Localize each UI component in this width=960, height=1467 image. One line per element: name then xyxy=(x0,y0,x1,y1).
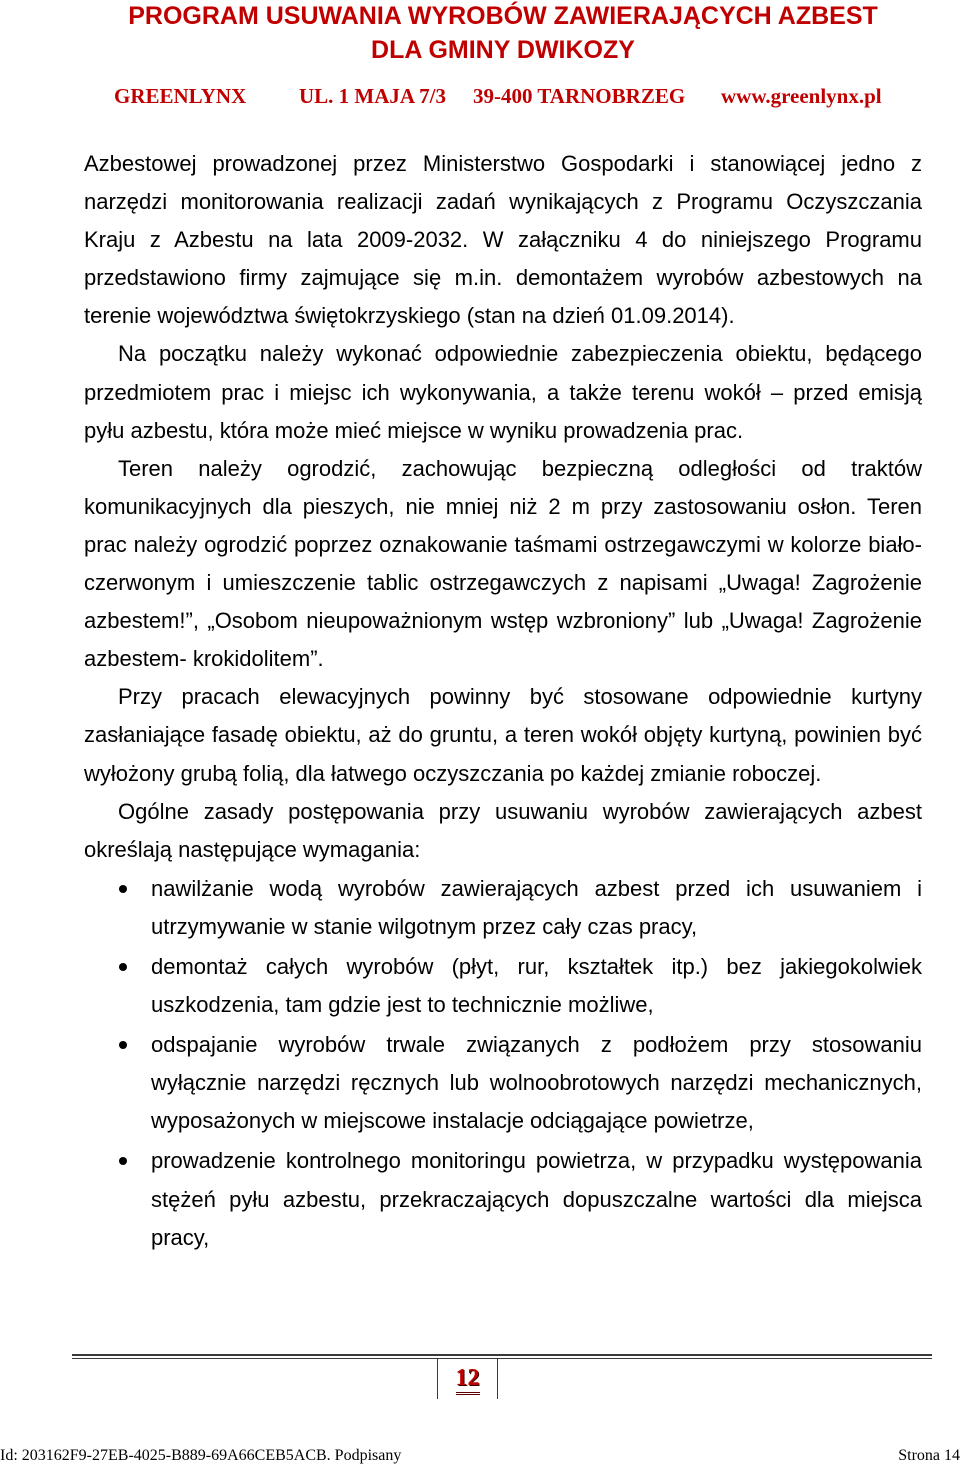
text-line: Kraju z Azbestu na lata 2009-2032. W załączniku 4 do niniejszego Programu xyxy=(84,227,922,253)
text-line: odspajanie wyrobów trwale związanych z podłożem przy stosowaniu xyxy=(151,1032,922,1058)
paragraph-fencing xyxy=(84,450,922,679)
paragraph-site-protection xyxy=(84,335,922,449)
requirements-list xyxy=(151,870,922,1257)
list-item xyxy=(151,1026,922,1140)
text-line: nawilżanie wodą wyrobów zawierających azbest przed ich usuwaniem i xyxy=(151,875,922,901)
company-street: UL. 1 MAJA 7/3 xyxy=(299,84,446,108)
bullet-icon xyxy=(119,963,127,971)
text-line: prowadzenie kontrolnego monitoringu powietrza, w przypadku występowania xyxy=(151,1148,922,1174)
footer-divider xyxy=(72,1354,932,1359)
paragraph-continuation xyxy=(84,145,922,335)
text-line: prac należy ogrodzić poprzez oznakowanie taśmami ostrzegawczymi w kolorze biało- xyxy=(84,531,922,557)
text-line: Teren należy ogrodzić, zachowując bezpieczną odległości od traktów xyxy=(118,455,922,481)
bullet-icon xyxy=(119,1157,127,1165)
text-line: czerwonym i umieszczenie tablic ostrzegawczych z napisami „Uwaga! Zagrożenie xyxy=(84,570,922,596)
text-line: komunikacyjnych dla pieszych, nie mniej niż 2 m przy zastosowaniu osłon. Teren xyxy=(84,493,922,519)
text-line: terenie województwa świętokrzyskiego (stan na dzień 01.09.2014). xyxy=(84,303,735,329)
page-number: 12 xyxy=(456,1364,480,1395)
list-item-text xyxy=(151,948,922,1024)
text-line: przedstawiono firmy zajmujące się m.in. demontażem wyrobów azbestowych na xyxy=(84,265,922,291)
company-website: www.greenlynx.pl xyxy=(721,84,882,108)
text-line: wyłożony grubą folią, dla łatwego oczyszczania po każdej zmianie roboczej. xyxy=(84,760,822,786)
text-line: wyłącznie narzędzi ręcznych lub wolnoobrotowych narzędzi mechanicznych, xyxy=(151,1070,922,1096)
list-item-text xyxy=(151,1026,922,1140)
text-line: utrzymywanie w stanie wilgotnym przez cały czas pracy, xyxy=(151,913,698,939)
text-line: pyłu azbestu, która może mieć miejsce w wyniku prowadzenia prac. xyxy=(84,417,744,443)
list-item xyxy=(151,1142,922,1256)
text-line: Ogólne zasady postępowania przy usuwaniu wyrobów zawierających azbest xyxy=(118,798,922,824)
company-city: 39-400 TARNOBRZEG xyxy=(473,84,686,108)
list-item xyxy=(151,948,922,1024)
text-line: stężeń pyłu azbestu, przekraczających dopuszczalne wartości dla miejsca xyxy=(151,1186,922,1212)
document-id: Id: 203162F9-27EB-4025-B889-69A66CEB5ACB. Podpisany xyxy=(0,1447,402,1464)
text-line: zasłaniające fasadę obiektu, aż do gruntu, a teren wokół objęty kurtyną, powinien być xyxy=(84,722,922,748)
document-subtitle: DLA GMINY DWIKOZY xyxy=(371,36,635,64)
text-line: azbestem!”, „Osobom nieupoważnionym wstęp wzbroniony” lub „Uwaga! Zagrożenie xyxy=(84,608,922,634)
text-line: azbestem- krokidolitem”. xyxy=(84,646,324,672)
page-label: Strona 14 xyxy=(898,1447,960,1464)
text-line: określają następujące wymagania: xyxy=(84,836,421,862)
bullet-icon xyxy=(119,885,127,893)
page-number-box xyxy=(437,1359,498,1399)
text-line: uszkodzenia, tam gdzie jest to technicznie możliwe, xyxy=(151,992,654,1018)
list-item xyxy=(151,870,922,946)
company-name: GREENLYNX xyxy=(114,84,247,108)
text-line: Przy pracach elewacyjnych powinny być stosowane odpowiednie kurtyny xyxy=(118,684,922,710)
text-line: narzędzi monitorowania realizacji zadań wynikających z Programu Oczyszczania xyxy=(84,189,922,215)
text-line: przedmiotem prac i miejsc ich wykonywania, a także terenu wokół – przed emisją xyxy=(84,379,922,405)
text-line: pracy, xyxy=(151,1224,210,1250)
list-item-text xyxy=(151,870,922,946)
list-item-text xyxy=(151,1142,922,1256)
paragraph-facade-works xyxy=(84,678,922,792)
text-line: wyposażonych w miejscowe instalacje odciągające powietrze, xyxy=(151,1108,754,1134)
paragraph-general-rules xyxy=(84,793,922,869)
bullet-icon xyxy=(119,1041,127,1049)
text-line: Azbestowej prowadzonej przez Ministerstwo Gospodarki i stanowiącej jedno z xyxy=(84,151,922,176)
document-body xyxy=(84,145,922,1257)
document-title: PROGRAM USUWANIA WYROBÓW ZAWIERAJĄCYCH AZBEST xyxy=(128,2,878,30)
text-line: demontaż całych wyrobów (płyt, rur, kształtek itp.) bez jakiegokolwiek xyxy=(151,953,922,979)
text-line: Na początku należy wykonać odpowiednie zabezpieczenia obiektu, będącego xyxy=(118,341,922,367)
